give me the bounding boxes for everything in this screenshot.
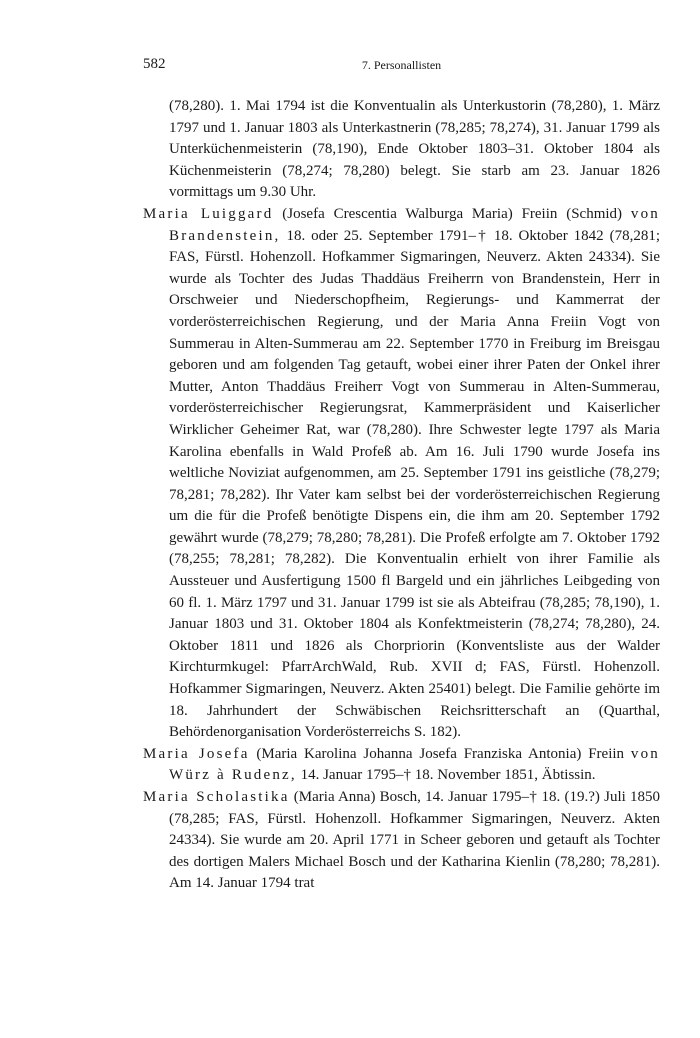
entry-name-detail: (Josefa Crescentia Walburga Maria) Freiin (Schmid) [273, 205, 631, 222]
entry-name-family: von Brandenstein, [169, 205, 660, 244]
entry-body: 14. Januar 1795–† 18. November 1851, Äbtissin. [296, 767, 596, 784]
entry-maria-luiggard [143, 204, 660, 744]
continuation-paragraph: (78,280). 1. Mai 1794 ist die Konventualin als Unterkustorin (78,280), 1. März 1797 und 1. Januar 1803 als Unterkastnerin (78,285; 78,274), 31. Januar 1799 als Unterküchenmeisterin (78,190), Ende Oktober 1803–31. Oktober 1804 als Küchenmeisterin (78,274; 78,280) belegt. Sie starb am 23. Januar 1826 vormittags um 9.30 Uhr. [169, 98, 660, 201]
entry-maria-josefa [143, 744, 660, 787]
entry-body: 18. oder 25. September 1791–† 18. Oktober 1842 (78,281; FAS, Fürstl. Hohenzoll. Hofkammer Sigmaringen, Neuverz. Akten 24334). Sie wurde als Tochter des Judas Thaddäus Freiherrn von Brandenstein, Herr in Orschweier und Niederschopfheim, Regierungs- und Kammerrat der vorderösterreichischen Regierung, und der Maria Anna Freiin Vogt von Summerau in Alten-Summerau am 22. September 1770 in Freiburg im Breisgau geboren und am folgenden Tag getauft, wobei einer ihrer Paten der Onkel ihrer Mutter, Anton Thaddäus Freiherr Vogt von Summerau in Alten-Summerau, vorderösterreichischer Regierungsrat, Kammerpräsident und Kaiserlicher Wirklicher Geheimer Rat, war (78,280). Ihre Schwester legte 1797 als Maria Karolina ebenfalls in Wald Profeß ab. Am 16. Juli 1790 wurde Josefa ins weltliche Noviziat aufgenommen, am 25. September 1791 ins geistliche (78,279; 78,281; 78,282). Ihr Vater kam selbst bei der vorderösterreichischen Regierung um die für die Profeß benötigte Dispens ein, die ihm am 20. September 1792 gewährt wurde (78,279; 78,280; 78,281). Die Profeß erfolgte am 7. Oktober 1792 (78,255; 78,281; 78,282). Die Konventualin erhielt von ihrer Familie als Aussteuer und Ausfertigung 1500 fl Bargeld und ein jährliches Leibgeding von 60 fl. 1. März 1797 und 31. Januar 1799 ist sie als Abteifrau (78,285; 78,190), 1. Januar 1803 und 31. Oktober 1804 als Konfektmeisterin (78,274; 78,280), 24. Oktober 1811 und 1826 als Chorpriorin (Konventsliste aus der Walder Kirchturmkugel: PfarrArchWald, Rub. XVII d; FAS, Fürstl. Hohenzoll. Hofkammer Sigmaringen, Neuverz. Akten 25401) belegt. Die Familie gehörte im 18. Jahrhundert der Schwäbischen Reichsritterschaft an (Quarthal, Behördenorganisation Vorderösterreichs S. 182). [169, 227, 660, 741]
page-number: 582 [143, 56, 166, 72]
text-block [143, 96, 660, 895]
entry-name: Maria Josefa [143, 745, 250, 762]
entry-name-family: von Würz à Rudenz, [169, 745, 660, 784]
entry-name: Maria Luiggard [143, 205, 274, 222]
entry-name-detail: (Maria Karolina Johanna Josefa Franziska Antonia) Freiin [249, 745, 631, 762]
entry-maria-scholastika [143, 787, 660, 895]
running-head: 7. Personallisten [361, 58, 442, 72]
entry-name: Maria Scholastika [143, 789, 290, 805]
entry-name-detail: (Maria Anna) Bosch, [289, 789, 421, 805]
page-header [143, 56, 660, 76]
entry-body: 14. Januar 1795–† 18. (19.?) Juli 1850 (78,285; FAS, Fürstl. Hohenzoll. Hofkammer Sigmaringen, Neuverz. Akten 24334). Sie wurde am 20. April 1771 in Scheer geboren und getauft als Tochter des dortigen Malers Michael Bosch und der Katharina Kienlin (78,280; 78,281). Am 14. Januar 1794 trat [169, 789, 661, 892]
